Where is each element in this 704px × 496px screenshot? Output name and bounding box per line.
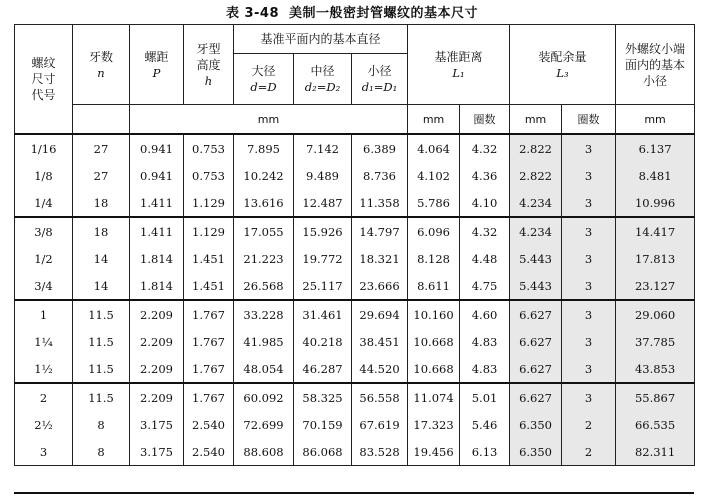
cell-tpi: 27	[73, 134, 130, 162]
cell-pitch-dia: 7.142	[294, 134, 352, 162]
header-height	[184, 25, 234, 105]
header-pitch-diameter	[294, 54, 352, 105]
header-gauge-plane: 基准平面内的基本直径	[234, 25, 408, 54]
cell-ext-minor: 43.853	[616, 355, 695, 383]
cell-tpi: 8	[73, 438, 130, 466]
cell-allowance: 2.822	[510, 134, 562, 162]
cell-size: 1/16	[15, 134, 73, 162]
cell-gauge-turns: 5.46	[460, 411, 510, 438]
unit-turns-allowance: 圈数	[562, 105, 616, 135]
cell-size: 1/8	[15, 162, 73, 189]
cell-gauge-turns: 4.32	[460, 217, 510, 245]
cell-ext-minor: 17.813	[616, 245, 695, 272]
header-major	[234, 54, 294, 105]
table-row	[15, 438, 695, 466]
cell-height: 1.129	[184, 217, 234, 245]
cell-pitch-dia: 86.068	[294, 438, 352, 466]
cell-pitch: 3.175	[130, 411, 184, 438]
table-row	[15, 272, 695, 300]
header-major-symbol: d=D	[250, 80, 277, 94]
header-major-label: 大径	[251, 64, 276, 78]
table-row	[15, 383, 695, 411]
cell-pitch-dia: 40.218	[294, 328, 352, 355]
cell-pitch: 2.209	[130, 383, 184, 411]
table-row	[15, 300, 695, 328]
header-allowance-label: 装配余量	[538, 49, 587, 64]
cell-allowance-turns: 3	[562, 134, 616, 162]
cell-size: 3	[15, 438, 73, 466]
cell-allowance: 5.443	[510, 245, 562, 272]
cell-major: 72.699	[234, 411, 294, 438]
cell-size: 1	[15, 300, 73, 328]
cell-minor: 11.358	[352, 189, 408, 217]
table-row	[15, 134, 695, 162]
cell-gauge-len: 10.160	[408, 300, 460, 328]
cell-height: 1.767	[184, 328, 234, 355]
cell-tpi: 11.5	[73, 355, 130, 383]
cell-gauge-len: 10.668	[408, 355, 460, 383]
cell-major: 48.054	[234, 355, 294, 383]
header-pitch-diameter-label: 中径	[310, 64, 335, 78]
cell-gauge-turns: 4.83	[460, 355, 510, 383]
cell-gauge-turns: 4.75	[460, 272, 510, 300]
cell-allowance-turns: 3	[562, 328, 616, 355]
cell-pitch: 1.411	[130, 189, 184, 217]
unit-mm-main: mm	[130, 105, 408, 135]
unit-turns-gauge: 圈数	[460, 105, 510, 135]
cell-ext-minor: 55.867	[616, 383, 695, 411]
cell-minor: 14.797	[352, 217, 408, 245]
header-pitch	[130, 25, 184, 105]
unit-mm-gauge: mm	[408, 105, 460, 135]
header-allowance	[510, 25, 616, 105]
cell-tpi: 14	[73, 272, 130, 300]
cell-size: 3/4	[15, 272, 73, 300]
cell-allowance: 4.234	[510, 217, 562, 245]
cell-height: 1.767	[184, 300, 234, 328]
cell-allowance: 6.350	[510, 411, 562, 438]
header-pitch-symbol: P	[152, 65, 161, 80]
table-row	[15, 162, 695, 189]
cell-tpi: 8	[73, 411, 130, 438]
cell-allowance-turns: 3	[562, 272, 616, 300]
cell-pitch-dia: 15.926	[294, 217, 352, 245]
cell-pitch: 0.941	[130, 134, 184, 162]
cell-size: 2	[15, 383, 73, 411]
cell-gauge-turns: 6.13	[460, 438, 510, 466]
cell-major: 88.608	[234, 438, 294, 466]
cell-allowance-turns: 3	[562, 217, 616, 245]
cell-size: 1½	[15, 355, 73, 383]
header-height-label: 牙型高度	[196, 41, 221, 72]
cell-minor: 23.666	[352, 272, 408, 300]
thread-dimension-table	[14, 24, 695, 466]
cell-gauge-turns: 4.36	[460, 162, 510, 189]
cell-gauge-len: 10.668	[408, 328, 460, 355]
cell-size: 2½	[15, 411, 73, 438]
table-row	[15, 328, 695, 355]
cell-pitch-dia: 58.325	[294, 383, 352, 411]
cell-allowance-turns: 3	[562, 189, 616, 217]
bottom-rule	[14, 492, 694, 494]
cell-minor: 56.558	[352, 383, 408, 411]
header-minor-label: 小径	[367, 64, 392, 78]
cell-height: 1.451	[184, 272, 234, 300]
cell-ext-minor: 8.481	[616, 162, 695, 189]
cell-pitch-dia: 9.489	[294, 162, 352, 189]
cell-minor: 44.520	[352, 355, 408, 383]
cell-height: 1.451	[184, 245, 234, 272]
header-gauge-length	[408, 25, 510, 105]
cell-gauge-len: 17.323	[408, 411, 460, 438]
header-gauge-length-symbol: L₁	[452, 65, 465, 80]
cell-allowance: 5.443	[510, 272, 562, 300]
cell-ext-minor: 66.535	[616, 411, 695, 438]
header-ext-minor: 外螺纹小端面内的基本小径	[616, 25, 695, 105]
cell-allowance: 6.350	[510, 438, 562, 466]
cell-pitch-dia: 31.461	[294, 300, 352, 328]
cell-ext-minor: 23.127	[616, 272, 695, 300]
cell-major: 17.055	[234, 217, 294, 245]
cell-minor: 38.451	[352, 328, 408, 355]
cell-ext-minor: 10.996	[616, 189, 695, 217]
table-row	[15, 217, 695, 245]
header-gauge-length-label: 基准距离	[434, 49, 483, 64]
cell-pitch: 1.411	[130, 217, 184, 245]
cell-pitch: 2.209	[130, 328, 184, 355]
header-tpi-symbol: n	[97, 65, 105, 80]
cell-allowance: 6.627	[510, 355, 562, 383]
cell-height: 2.540	[184, 411, 234, 438]
table-row	[15, 411, 695, 438]
unit-empty-tpi	[73, 105, 130, 135]
cell-major: 41.985	[234, 328, 294, 355]
table-body	[15, 134, 695, 466]
table-number: 表 3-48	[225, 6, 280, 21]
cell-tpi: 11.5	[73, 383, 130, 411]
cell-allowance-turns: 3	[562, 245, 616, 272]
unit-mm-ext: mm	[616, 105, 695, 135]
cell-major: 60.092	[234, 383, 294, 411]
cell-minor: 83.528	[352, 438, 408, 466]
cell-pitch-dia: 19.772	[294, 245, 352, 272]
header-minor-symbol: d₁=D₁	[361, 80, 398, 94]
cell-gauge-len: 8.611	[408, 272, 460, 300]
cell-allowance-turns: 3	[562, 162, 616, 189]
table-row	[15, 355, 695, 383]
cell-ext-minor: 37.785	[616, 328, 695, 355]
cell-minor: 67.619	[352, 411, 408, 438]
cell-allowance: 6.627	[510, 300, 562, 328]
table-title	[0, 2, 704, 21]
cell-gauge-len: 6.096	[408, 217, 460, 245]
cell-gauge-turns: 4.32	[460, 134, 510, 162]
cell-height: 0.753	[184, 162, 234, 189]
cell-minor: 6.389	[352, 134, 408, 162]
cell-minor: 18.321	[352, 245, 408, 272]
cell-pitch: 1.814	[130, 245, 184, 272]
header-pitch-label: 螺距	[144, 49, 169, 64]
cell-height: 1.129	[184, 189, 234, 217]
cell-pitch: 2.209	[130, 300, 184, 328]
cell-ext-minor: 6.137	[616, 134, 695, 162]
cell-size: 1/2	[15, 245, 73, 272]
cell-gauge-len: 5.786	[408, 189, 460, 217]
cell-tpi: 11.5	[73, 300, 130, 328]
table-caption: 美制一般密封管螺纹的基本尺寸	[289, 6, 479, 21]
cell-size: 1/4	[15, 189, 73, 217]
cell-ext-minor: 82.311	[616, 438, 695, 466]
cell-pitch-dia: 70.159	[294, 411, 352, 438]
cell-allowance: 4.234	[510, 189, 562, 217]
header-tpi	[73, 25, 130, 105]
header-size: 螺纹尺寸代号	[15, 25, 73, 135]
cell-size: 3/8	[15, 217, 73, 245]
cell-pitch: 3.175	[130, 438, 184, 466]
cell-ext-minor: 14.417	[616, 217, 695, 245]
cell-pitch: 2.209	[130, 355, 184, 383]
header-allowance-symbol: L₃	[556, 65, 569, 80]
cell-size: 1¼	[15, 328, 73, 355]
cell-tpi: 14	[73, 245, 130, 272]
header-tpi-label: 牙数	[88, 49, 113, 64]
cell-gauge-turns: 4.60	[460, 300, 510, 328]
cell-allowance: 6.627	[510, 383, 562, 411]
cell-gauge-len: 4.102	[408, 162, 460, 189]
cell-minor: 8.736	[352, 162, 408, 189]
cell-gauge-turns: 4.83	[460, 328, 510, 355]
header-minor	[352, 54, 408, 105]
cell-major: 13.616	[234, 189, 294, 217]
cell-gauge-len: 8.128	[408, 245, 460, 272]
cell-minor: 29.694	[352, 300, 408, 328]
cell-allowance-turns: 2	[562, 411, 616, 438]
cell-tpi: 18	[73, 189, 130, 217]
table-row	[15, 245, 695, 272]
cell-tpi: 27	[73, 162, 130, 189]
cell-major: 21.223	[234, 245, 294, 272]
cell-gauge-turns: 5.01	[460, 383, 510, 411]
cell-major: 33.228	[234, 300, 294, 328]
cell-allowance-turns: 2	[562, 438, 616, 466]
cell-allowance-turns: 3	[562, 383, 616, 411]
cell-gauge-len: 4.064	[408, 134, 460, 162]
cell-height: 1.767	[184, 383, 234, 411]
cell-allowance: 2.822	[510, 162, 562, 189]
cell-pitch: 0.941	[130, 162, 184, 189]
cell-pitch-dia: 12.487	[294, 189, 352, 217]
cell-major: 7.895	[234, 134, 294, 162]
header-pitch-diameter-symbol: d₂=D₂	[304, 80, 341, 94]
table-row	[15, 189, 695, 217]
cell-allowance: 6.627	[510, 328, 562, 355]
cell-gauge-len: 11.074	[408, 383, 460, 411]
unit-mm-allowance: mm	[510, 105, 562, 135]
header-height-symbol: h	[204, 73, 213, 88]
cell-gauge-len: 19.456	[408, 438, 460, 466]
cell-pitch-dia: 25.117	[294, 272, 352, 300]
cell-allowance-turns: 3	[562, 355, 616, 383]
cell-pitch-dia: 46.287	[294, 355, 352, 383]
cell-gauge-turns: 4.48	[460, 245, 510, 272]
cell-height: 2.540	[184, 438, 234, 466]
cell-height: 0.753	[184, 134, 234, 162]
cell-tpi: 18	[73, 217, 130, 245]
cell-allowance-turns: 3	[562, 300, 616, 328]
cell-gauge-turns: 4.10	[460, 189, 510, 217]
cell-major: 10.242	[234, 162, 294, 189]
cell-height: 1.767	[184, 355, 234, 383]
cell-tpi: 11.5	[73, 328, 130, 355]
cell-ext-minor: 29.060	[616, 300, 695, 328]
cell-pitch: 1.814	[130, 272, 184, 300]
cell-major: 26.568	[234, 272, 294, 300]
